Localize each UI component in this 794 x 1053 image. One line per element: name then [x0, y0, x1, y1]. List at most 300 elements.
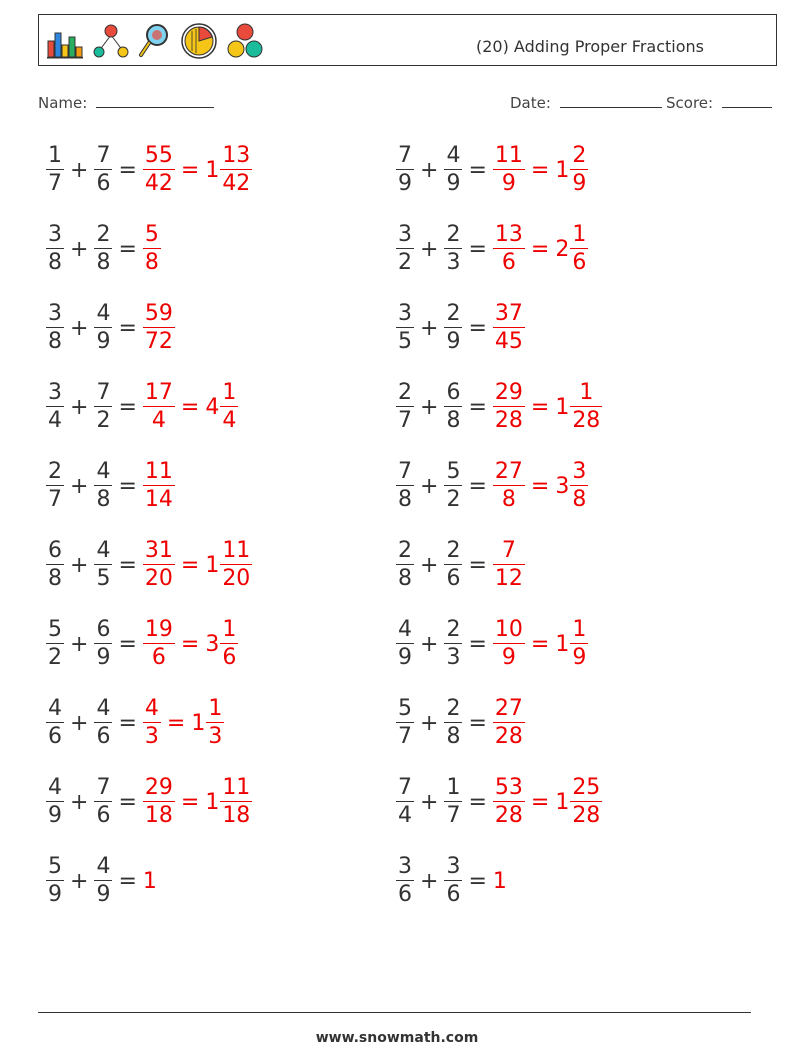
denominator: 9 [96, 329, 111, 354]
denominator: 9 [572, 171, 587, 196]
fraction [493, 698, 525, 748]
fraction-bar [493, 485, 525, 486]
fraction-bar [396, 485, 414, 486]
numerator: 3 [48, 380, 62, 405]
numerator: 5 [144, 222, 159, 247]
equals-sign: = [118, 631, 137, 657]
denominator: 8 [446, 408, 461, 433]
mixed-whole: 1 [555, 631, 570, 657]
plus-sign: + [420, 868, 439, 894]
numerator: 3 [572, 459, 587, 484]
numerator: 2 [446, 538, 461, 563]
fraction-bar [444, 880, 462, 881]
fraction-bar [444, 722, 462, 723]
numerator: 2 [398, 380, 412, 405]
fraction [143, 540, 175, 590]
date-field[interactable] [510, 93, 662, 112]
numerator: 7 [398, 143, 412, 168]
denominator: 4 [398, 803, 412, 828]
fraction [493, 777, 525, 827]
denominator: 28 [494, 408, 523, 433]
equals-sign: = [530, 157, 550, 183]
fraction-bar [94, 485, 112, 486]
numerator: 29 [144, 775, 173, 800]
denominator: 2 [48, 645, 62, 670]
date-label: Date: [510, 94, 551, 112]
numerator: 2 [398, 538, 412, 563]
numerator: 29 [494, 380, 523, 405]
problem-14 [396, 614, 588, 674]
mixed-whole: 2 [555, 236, 570, 262]
equals-sign: = [530, 236, 550, 262]
denominator: 6 [446, 566, 461, 591]
fraction [94, 382, 112, 432]
numerator: 7 [96, 143, 111, 168]
numerator: 1 [446, 775, 461, 800]
fraction [396, 777, 414, 827]
denominator: 8 [96, 487, 111, 512]
denominator: 2 [398, 250, 412, 275]
equals-sign: = [118, 710, 137, 736]
answer-whole: 1 [142, 868, 157, 894]
score-label: Score: [666, 94, 714, 112]
fraction [570, 777, 602, 827]
denominator: 3 [144, 724, 159, 749]
denominator: 28 [494, 803, 523, 828]
denominator: 9 [398, 171, 412, 196]
fraction-bar [570, 169, 588, 170]
numerator: 4 [48, 775, 62, 800]
equals-sign: = [468, 394, 487, 420]
denominator: 12 [494, 566, 523, 591]
mixed-whole: 1 [205, 552, 220, 578]
denominator: 9 [48, 882, 62, 907]
numerator: 59 [144, 301, 173, 326]
fraction-bar [570, 406, 602, 407]
fraction [396, 856, 414, 906]
plus-sign: + [70, 552, 89, 578]
denominator: 8 [48, 329, 62, 354]
fraction-bar [46, 564, 64, 565]
fraction [396, 461, 414, 511]
fraction-bar [493, 406, 525, 407]
fraction [570, 145, 588, 195]
plus-sign: + [70, 710, 89, 736]
fraction [570, 224, 588, 274]
numerator: 2 [48, 459, 62, 484]
numerator: 4 [96, 301, 111, 326]
problem-4 [396, 219, 588, 279]
magnifier-icon [137, 21, 173, 61]
problem-2 [396, 140, 588, 200]
equals-sign: = [468, 552, 487, 578]
plus-sign: + [70, 789, 89, 815]
fraction-bar [94, 406, 112, 407]
plus-sign: + [420, 157, 439, 183]
fraction-bar [46, 722, 64, 723]
footer-site[interactable]: www.snowmath.com [315, 1030, 479, 1046]
denominator: 2 [446, 487, 461, 512]
plus-sign: + [420, 315, 439, 341]
numerator: 2 [446, 696, 461, 721]
equals-sign: = [468, 157, 487, 183]
numerator: 4 [96, 459, 111, 484]
numerator: 1 [208, 696, 223, 721]
problem-11 [46, 535, 252, 595]
numerator: 4 [144, 696, 159, 721]
problem-17 [46, 772, 252, 832]
mixed-whole: 1 [205, 157, 220, 183]
equals-sign: = [180, 157, 200, 183]
numerator: 2 [572, 143, 587, 168]
fraction-bar [396, 327, 414, 328]
numerator: 2 [96, 222, 111, 247]
numerator: 19 [144, 617, 173, 642]
denominator: 8 [48, 250, 62, 275]
fraction [94, 619, 112, 669]
plus-sign: + [420, 394, 439, 420]
fraction-bar [143, 327, 175, 328]
denominator: 8 [144, 250, 159, 275]
mixed-whole: 1 [205, 789, 220, 815]
fraction-bar [396, 801, 414, 802]
fraction [570, 461, 588, 511]
denominator: 7 [398, 408, 412, 433]
denominator: 45 [494, 329, 523, 354]
numerator: 7 [501, 538, 516, 563]
problem-9 [46, 456, 175, 516]
denominator: 9 [501, 645, 516, 670]
answer-whole: 1 [492, 868, 507, 894]
fraction [493, 461, 525, 511]
mixed-whole: 1 [555, 394, 570, 420]
fraction-bar [220, 801, 252, 802]
fraction [94, 540, 112, 590]
plus-sign: + [70, 473, 89, 499]
fraction-bar [220, 406, 238, 407]
fraction-bar [493, 564, 525, 565]
fraction-bar [143, 643, 175, 644]
denominator: 6 [501, 250, 516, 275]
denominator: 6 [96, 171, 111, 196]
denominator: 5 [96, 566, 111, 591]
fraction [94, 856, 112, 906]
denominator: 42 [222, 171, 251, 196]
fraction-bar [396, 406, 414, 407]
numerator: 37 [494, 301, 523, 326]
equals-sign: = [180, 552, 200, 578]
equals-sign: = [118, 157, 137, 183]
plus-sign: + [420, 710, 439, 736]
denominator: 7 [48, 171, 62, 196]
equals-sign: = [468, 710, 487, 736]
equals-sign: = [118, 394, 137, 420]
numerator: 7 [398, 775, 412, 800]
name-field[interactable] [38, 93, 214, 112]
denominator: 9 [572, 645, 587, 670]
fraction [46, 856, 64, 906]
mixed-whole: 3 [205, 631, 220, 657]
equals-sign: = [180, 631, 200, 657]
problem-12 [396, 535, 525, 595]
denominator: 8 [48, 566, 62, 591]
equals-sign: = [118, 473, 137, 499]
fraction-bar [94, 248, 112, 249]
fraction [444, 698, 462, 748]
fraction [220, 619, 238, 669]
denominator: 18 [222, 803, 251, 828]
fraction-bar [396, 169, 414, 170]
fraction-bar [396, 880, 414, 881]
denominator: 6 [398, 882, 412, 907]
fraction [220, 777, 252, 827]
equals-sign: = [468, 236, 487, 262]
fraction-bar [94, 722, 112, 723]
fraction-bar [493, 643, 525, 644]
fraction [444, 145, 462, 195]
denominator: 3 [446, 250, 461, 275]
denominator: 20 [222, 566, 251, 591]
tree-diagram-icon [91, 21, 131, 61]
header-box [38, 14, 777, 66]
mixed-whole: 1 [191, 710, 206, 736]
fraction-bar [94, 564, 112, 565]
fraction [94, 224, 112, 274]
numerator: 5 [446, 459, 461, 484]
denominator: 28 [572, 803, 601, 828]
fraction-bar [493, 327, 525, 328]
fraction-bar [143, 248, 161, 249]
equals-sign: = [118, 236, 137, 262]
denominator: 20 [144, 566, 173, 591]
fraction [46, 698, 64, 748]
fraction [206, 698, 224, 748]
fraction [444, 619, 462, 669]
name-label: Name: [38, 94, 88, 112]
mixed-whole: 4 [205, 394, 220, 420]
fraction-bar [570, 643, 588, 644]
fraction [46, 619, 64, 669]
fraction [46, 777, 64, 827]
numerator: 10 [494, 617, 523, 642]
fraction [493, 540, 525, 590]
denominator: 6 [222, 645, 237, 670]
fraction [46, 303, 64, 353]
fraction [46, 540, 64, 590]
denominator: 8 [572, 487, 587, 512]
denominator: 8 [398, 487, 412, 512]
worksheet-title: (20) Adding Proper Fractions [476, 37, 704, 56]
numerator: 53 [494, 775, 523, 800]
numerator: 3 [398, 222, 412, 247]
fraction [143, 382, 175, 432]
denominator: 7 [446, 803, 461, 828]
numerator: 1 [579, 380, 594, 405]
numerator: 4 [96, 696, 111, 721]
fraction-bar [143, 801, 175, 802]
denominator: 6 [572, 250, 587, 275]
fraction-bar [493, 801, 525, 802]
numerator: 55 [144, 143, 173, 168]
fraction-bar [396, 722, 414, 723]
numerator: 4 [96, 854, 111, 879]
fraction-bar [444, 643, 462, 644]
problem-10 [396, 456, 588, 516]
denominator: 9 [446, 329, 461, 354]
denominator: 8 [398, 566, 412, 591]
fraction [220, 540, 252, 590]
fraction-bar [46, 880, 64, 881]
fraction-bar [444, 564, 462, 565]
denominator: 9 [446, 171, 461, 196]
numerator: 1 [48, 143, 62, 168]
plus-sign: + [70, 236, 89, 262]
numerator: 3 [398, 301, 412, 326]
problem-6 [396, 298, 525, 358]
numerator: 4 [446, 143, 461, 168]
denominator: 3 [446, 645, 461, 670]
fraction [143, 145, 175, 195]
plus-sign: + [70, 631, 89, 657]
equals-sign: = [118, 315, 137, 341]
numerator: 3 [48, 222, 62, 247]
number-balls-icon [225, 21, 265, 61]
fraction-bar [143, 169, 175, 170]
denominator: 9 [398, 645, 412, 670]
denominator: 4 [151, 408, 166, 433]
numerator: 11 [144, 459, 173, 484]
denominator: 9 [501, 171, 516, 196]
name-blank[interactable] [96, 93, 214, 108]
problem-3 [46, 219, 161, 279]
denominator: 14 [144, 487, 173, 512]
numerator: 3 [48, 301, 62, 326]
denominator: 6 [446, 882, 461, 907]
fraction-bar [46, 327, 64, 328]
denominator: 6 [96, 803, 111, 828]
numerator: 7 [398, 459, 412, 484]
fraction-bar [46, 643, 64, 644]
numerator: 7 [96, 380, 111, 405]
fraction-bar [143, 722, 161, 723]
numerator: 2 [446, 301, 461, 326]
numerator: 6 [96, 617, 111, 642]
denominator: 9 [96, 645, 111, 670]
problem-1 [46, 140, 252, 200]
fraction [94, 698, 112, 748]
equals-sign: = [530, 473, 550, 499]
denominator: 28 [494, 724, 523, 749]
fraction [220, 382, 238, 432]
fraction [396, 224, 414, 274]
numerator: 27 [494, 459, 523, 484]
fraction-bar [444, 406, 462, 407]
fraction-bar [46, 169, 64, 170]
problem-7 [46, 377, 238, 437]
numerator: 1 [572, 617, 587, 642]
fraction-bar [143, 564, 175, 565]
fraction [493, 303, 525, 353]
denominator: 72 [144, 329, 173, 354]
plus-sign: + [420, 789, 439, 815]
fraction-bar [46, 801, 64, 802]
denominator: 6 [151, 645, 166, 670]
plus-sign: + [420, 473, 439, 499]
fraction [143, 698, 161, 748]
fraction [570, 619, 588, 669]
numerator: 1 [222, 617, 237, 642]
fraction [94, 777, 112, 827]
fraction [46, 145, 64, 195]
denominator: 8 [501, 487, 516, 512]
numerator: 5 [398, 696, 412, 721]
fraction [46, 461, 64, 511]
date-blank[interactable] [560, 93, 662, 108]
numerator: 3 [398, 854, 412, 879]
pie-chart-icon [179, 21, 219, 61]
fraction [143, 224, 161, 274]
fraction [396, 619, 414, 669]
plus-sign: + [70, 394, 89, 420]
problem-8 [396, 377, 602, 437]
numerator: 4 [398, 617, 412, 642]
mixed-whole: 3 [555, 473, 570, 499]
denominator: 4 [48, 408, 62, 433]
numerator: 7 [96, 775, 111, 800]
equals-sign: = [118, 552, 137, 578]
fraction [493, 145, 525, 195]
numerator: 6 [446, 380, 461, 405]
numerator: 6 [48, 538, 62, 563]
plus-sign: + [420, 552, 439, 578]
fraction [94, 461, 112, 511]
plus-sign: + [420, 236, 439, 262]
mixed-whole: 1 [555, 157, 570, 183]
denominator: 42 [144, 171, 173, 196]
fraction [396, 303, 414, 353]
equals-sign: = [468, 315, 487, 341]
fraction-bar [444, 801, 462, 802]
problem-16 [396, 693, 525, 753]
fraction [220, 145, 252, 195]
fraction-bar [570, 485, 588, 486]
fraction-bar [570, 801, 602, 802]
numerator: 27 [494, 696, 523, 721]
fraction [444, 224, 462, 274]
fraction [493, 224, 525, 274]
equals-sign: = [530, 789, 550, 815]
fraction-bar [220, 169, 252, 170]
fraction [94, 303, 112, 353]
plus-sign: + [420, 631, 439, 657]
fraction [46, 224, 64, 274]
fraction-bar [220, 643, 238, 644]
score-blank[interactable] [722, 93, 772, 108]
numerator: 2 [446, 617, 461, 642]
equals-sign: = [468, 868, 487, 894]
equals-sign: = [468, 631, 487, 657]
equals-sign: = [530, 631, 550, 657]
score-field[interactable] [666, 93, 772, 112]
denominator: 8 [96, 250, 111, 275]
numerator: 2 [446, 222, 461, 247]
numerator: 11 [222, 538, 251, 563]
fraction [94, 145, 112, 195]
numerator: 3 [446, 854, 461, 879]
denominator: 6 [48, 724, 62, 749]
equals-sign: = [180, 789, 200, 815]
fraction-bar [46, 248, 64, 249]
